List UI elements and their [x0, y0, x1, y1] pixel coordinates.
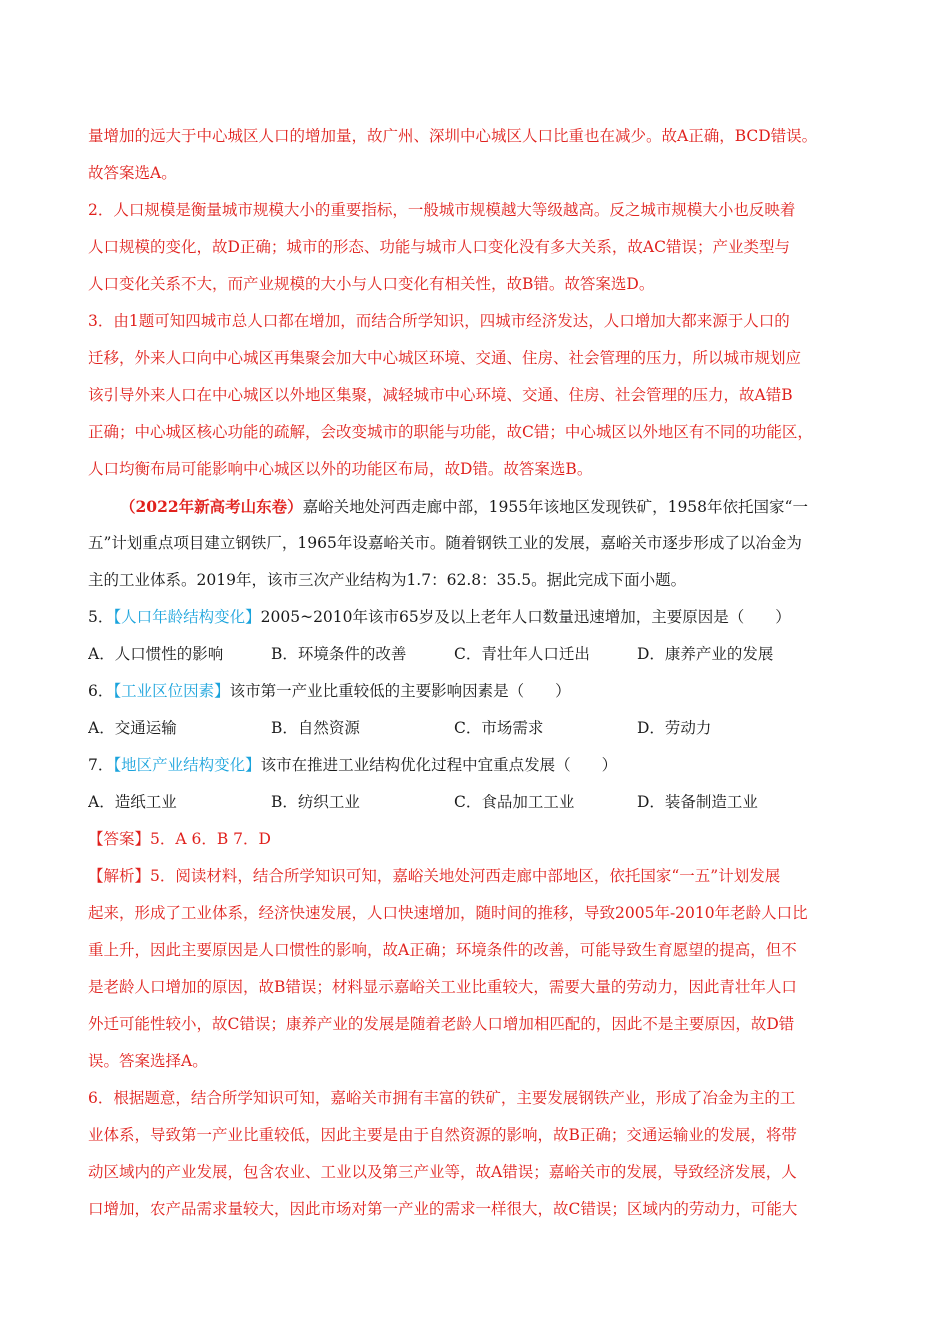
passage-line: 主的工业体系。2019年，该市三次产业结构为1.7：62.8：35.5。据此完成下面小题。 [88, 571, 687, 589]
analysis-line: 人口规模的变化，故D正确；城市的形态、功能与城市人口变化没有多大关系，故AC错误；产业类型与 [88, 238, 790, 256]
analysis-line: 重上升，因此主要原因是人口惯性的影响，故A正确；环境条件的改善，可能导致生育愿望的提高，但不 [88, 941, 797, 959]
analysis-line: 迁移，外来人口向中心城区再集聚会加大中心城区环境、交通、住房、社会管理的压力，所以城市规划应 [88, 349, 802, 367]
question-6 [88, 673, 878, 710]
analysis-label: 【解析】 [88, 867, 151, 885]
option-d[interactable]: D．康养产业的发展 [637, 645, 774, 663]
question-6-options [88, 710, 878, 747]
question-tag: 【地区产业结构变化】 [113, 756, 261, 774]
analysis-line: 外迁可能性较小，故C错误；康养产业的发展是随着老龄人口增加相匹配的，因此不是主要原因，故D错 [88, 1015, 795, 1033]
option-c[interactable]: C．青壮年人口迁出 [454, 645, 590, 663]
option-a[interactable]: A．交通运输 [88, 719, 177, 737]
analysis-line: 人口均衡布局可能影响中心城区以外的功能区布局，故D错。故答案选B。 [88, 460, 593, 478]
question-tag: 【人口年龄结构变化】 [113, 608, 261, 626]
analysis-line: 2．人口规模是衡量城市规模大小的重要指标，一般城市规模越大等级越高。反之城市规模大小也反映着 [88, 201, 796, 219]
analysis-line: 量增加的远大于中心城区人口的增加量，故广州、深圳中心城区人口比重也在减少。故A正确，BCD错误。 [88, 127, 818, 145]
answer-label: 【答案】 [88, 830, 151, 848]
option-b[interactable]: B．自然资源 [271, 719, 360, 737]
question-tag: 【工业区位因素】 [113, 682, 230, 700]
document-page [88, 118, 878, 1228]
analysis-line: 口增加，农产品需求量较大，因此市场对第一产业的需求一样很大，故C错误；区域内的劳动力，可能大 [88, 1200, 798, 1218]
analysis-line: 正确；中心城区核心功能的疏解，会改变城市的职能与功能，故C错；中心城区以外地区有不同的功能区， [88, 423, 813, 441]
option-d[interactable]: D．装备制造工业 [637, 793, 758, 811]
passage-line [88, 488, 878, 525]
passage-source: （2022年新高考山东卷） [120, 497, 303, 516]
option-d[interactable]: D．劳动力 [637, 719, 712, 737]
option-a[interactable]: A．人口惯性的影响 [88, 645, 224, 663]
option-b[interactable]: B．环境条件的改善 [271, 645, 407, 663]
question-5 [88, 599, 878, 636]
analysis-line: 是老龄人口增加的原因，故B错误；材料显示嘉峪关工业比重较大，需要大量的劳动力，因此青壮年人口 [88, 978, 797, 996]
answer-text: 5．A 6．B 7．D [150, 830, 271, 848]
analysis-line: 该引导外来人口在中心城区以外地区集聚，减轻城市中心环境、交通、住房、社会管理的压力，故A错B [88, 386, 793, 404]
question-7 [88, 747, 878, 784]
passage-line: 五”计划重点项目建立钢铁厂，1965年设嘉峪关市。随着钢铁工业的发展，嘉峪关市逐步形成了以冶金为 [88, 534, 802, 552]
question-number: 7． [88, 756, 114, 774]
question-5-options [88, 636, 878, 673]
question-number: 6． [88, 682, 114, 700]
analysis-line: 误。答案选择A。 [88, 1052, 208, 1070]
option-a[interactable]: A．造纸工业 [88, 793, 177, 811]
question-text: 该市第一产业比重较低的主要影响因素是（ ） [229, 682, 571, 700]
analysis-line: 3．由1题可知四城市总人口都在增加，而结合所学知识，四城市经济发达，人口增加大都来源于人口的 [88, 312, 790, 330]
analysis-line: 故答案选A。 [88, 164, 177, 182]
option-b[interactable]: B．纺织工业 [271, 793, 360, 811]
analysis-line: 起来，形成了工业体系，经济快速发展，人口快速增加，随时间的推移，导致2005年-2010年老龄人口比 [88, 904, 808, 922]
question-number: 5． [88, 608, 114, 626]
option-c[interactable]: C．食品加工工业 [454, 793, 575, 811]
question-text: 该市在推进工业结构优化过程中宜重点发展（ ） [260, 756, 618, 774]
analysis-line: 人口变化关系不大，而产业规模的大小与人口变化有相关性，故B错。故答案选D。 [88, 275, 655, 293]
answer-line [88, 821, 878, 858]
passage-text: 嘉峪关地处河西走廊中部，1955年该地区发现铁矿，1958年依托国家“一 [302, 498, 808, 516]
analysis-line: 业体系，导致第一产业比重较低，因此主要是由于自然资源的影响，故B正确；交通运输业的发展，将带 [88, 1126, 797, 1144]
analysis-line: 动区域内的产业发展，包含农业、工业以及第三产业等，故A错误；嘉峪关市的发展，导致经济发展，人 [88, 1163, 797, 1181]
question-text: 2005~2010年该市65岁及以上老年人口数量迅速增加，主要原因是（ ） [260, 608, 791, 626]
analysis-line: 6．根据题意，结合所学知识可知，嘉峪关市拥有丰富的铁矿，主要发展钢铁产业，形成了冶金为主的工 [88, 1089, 796, 1107]
question-7-options [88, 784, 878, 821]
analysis-text: 5．阅读材料，结合所学知识可知，嘉峪关地处河西走廊中部地区，依托国家“一五”计划发展 [150, 867, 781, 885]
option-c[interactable]: C．市场需求 [454, 719, 544, 737]
analysis-line [88, 858, 878, 895]
